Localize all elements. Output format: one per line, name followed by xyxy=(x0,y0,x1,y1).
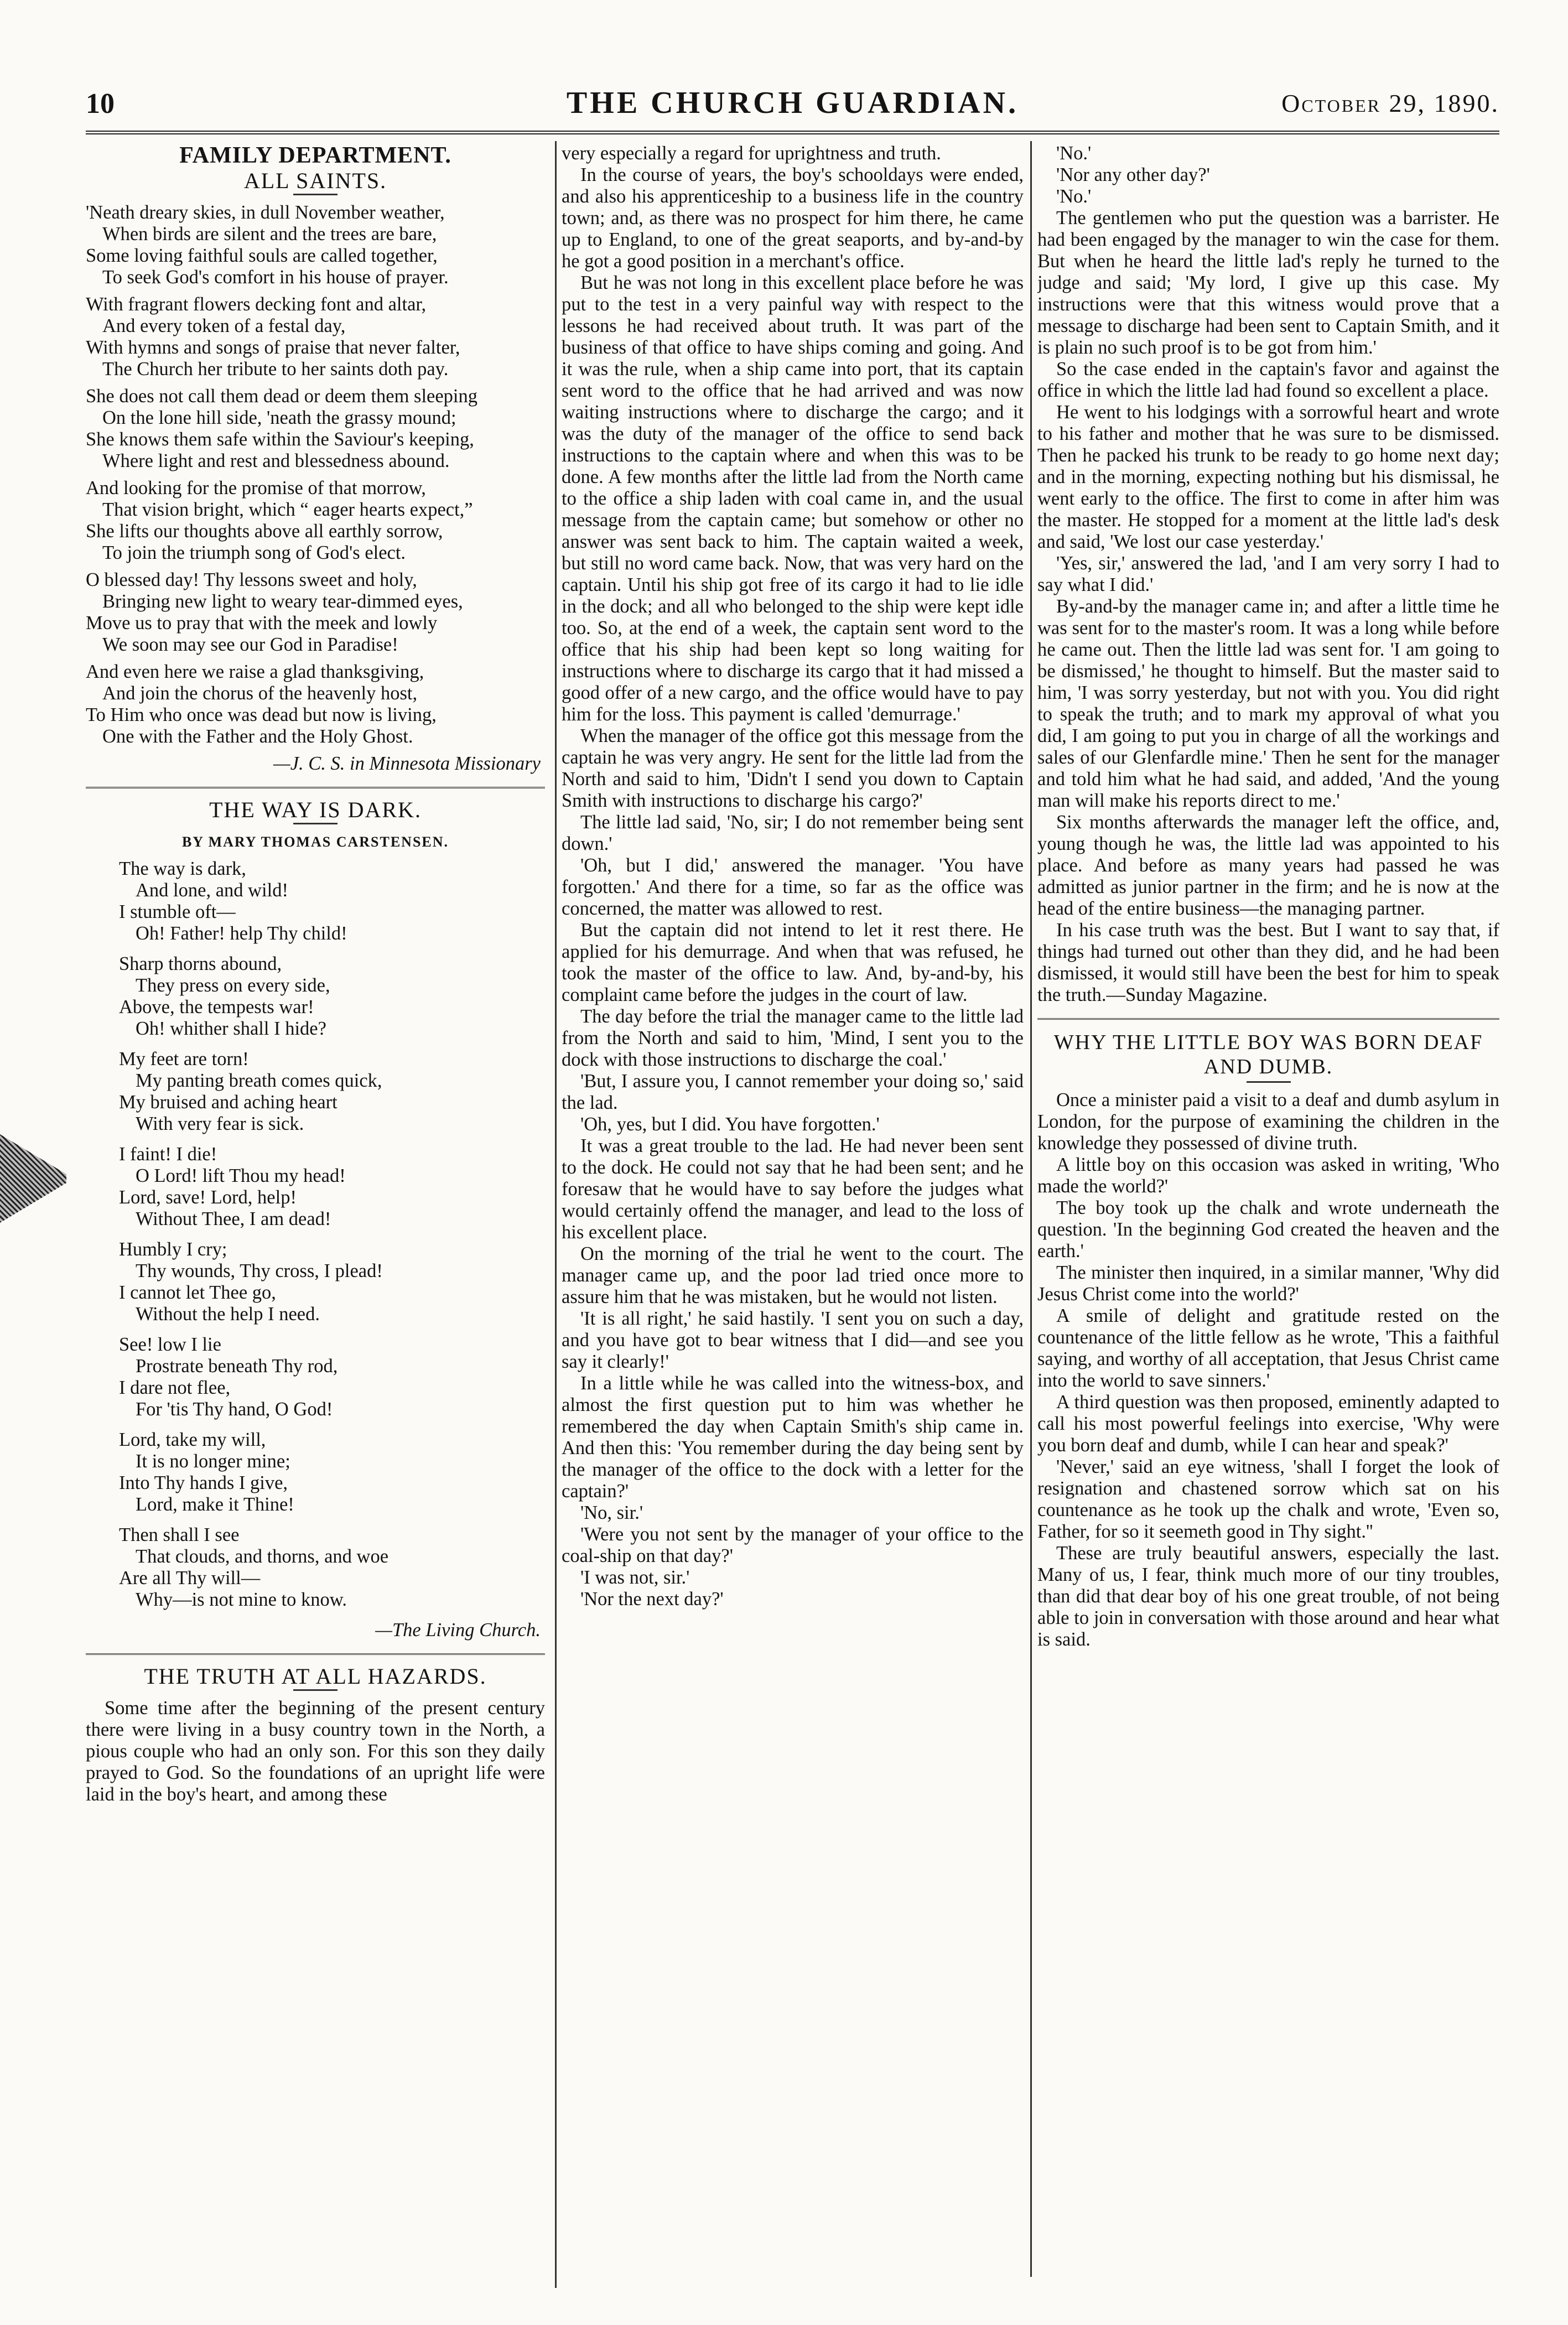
department-heading: FAMILY DEPARTMENT. xyxy=(179,143,451,168)
poem-line: Prostrate beneath Thy rod, xyxy=(136,1356,338,1377)
article-paragraph: So the case ended in the captain's favor and against the office in which the little lad had found so excellent a place. xyxy=(1037,359,1499,401)
page-header xyxy=(86,83,1499,128)
poem-line: She knows them safe within the Saviour's keeping, xyxy=(86,429,474,450)
stanza xyxy=(119,1049,545,1135)
column-2 xyxy=(562,143,1024,2290)
article-paragraph: In a little while he was called into the witness-box, and almost the first question put to him was whether he remembered the day when Captain Smith's ship came in. And then this: 'You remember during the day being sent by the manager of the office to the dock with a letter for the captain?' xyxy=(562,1373,1024,1502)
article-paragraph: The little lad said, 'No, sir; I do not remember being sent down.' xyxy=(562,812,1024,854)
poem-line: And lone, and wild! xyxy=(136,880,288,901)
stanza xyxy=(119,1334,545,1420)
article-title: THE TRUTH AT ALL HAZARDS. xyxy=(144,1664,487,1689)
article-paragraph: 'Were you not sent by the manager of your office to the coal-ship on that day?' xyxy=(562,1524,1024,1566)
column-divider xyxy=(555,141,557,2288)
poem-line: For 'tis Thy hand, O God! xyxy=(136,1399,333,1420)
poem-line: That clouds, and thorns, and woe xyxy=(136,1546,389,1567)
article-paragraph: In his case truth was the best. But I want to say that, if things had turned out other than they did, and he had been dismissed, it would still have been the best for him to speak the truth.—Sunday Magazine. xyxy=(1037,920,1499,1005)
masthead-title: THE CHURCH GUARDIAN. xyxy=(566,86,1019,120)
section-separator xyxy=(1037,1018,1499,1021)
article-paragraph: 'Oh, but I did,' answered the manager. 'You have forgotten.' And there for a time, so far as the office was concerned, the matter was allowed to rest. xyxy=(562,855,1024,919)
poem-all-saints xyxy=(86,202,545,748)
poem-line: With very fear is sick. xyxy=(136,1113,304,1134)
poem-way-is-dark xyxy=(86,858,545,1611)
short-rule xyxy=(293,194,338,195)
article-paragraph: 'Nor any other day?' xyxy=(1056,164,1210,185)
poem-line: To join the triumph song of God's elect. xyxy=(102,542,406,563)
poem-line: O Lord! lift Thou my head! xyxy=(136,1165,346,1186)
poem-line: And every token of a festal day, xyxy=(102,315,346,336)
stanza xyxy=(119,1239,545,1325)
stanza xyxy=(119,1144,545,1230)
poem-line: Thy wounds, Thy cross, I plead! xyxy=(136,1260,383,1281)
short-rule xyxy=(293,823,338,824)
article-paragraph: He went to his lodgings with a sorrowful heart and wrote to his father and mother that he was sure to be dismissed. Then he packed his trunk to be ready to go home next day; and in the morning, expecting nothing but his dismissal, he went early to the office. The first to come in after him was the master. He stopped for a moment at the little lad's desk and said, 'We lost our case yesterday.' xyxy=(1037,402,1499,552)
poem-line: Why—is not mine to know. xyxy=(136,1589,347,1610)
poem-line: And looking for the promise of that morrow, xyxy=(86,478,426,499)
poem-line: Without the help I need. xyxy=(136,1304,320,1325)
poem-line: Some loving faithful souls are called together, xyxy=(86,245,438,266)
article-paragraph: But he was not long in this excellent place before he was put to the test in a very painful way with respect to the lessons he had received about truth. It was part of the business of that office to have ships coming and going. And it was the rule, when a ship came into port, that its captain sent word to the office that he had arrived and was now waiting instructions where to discharge the cargo; and it was the duty of the manager of the office to send back instructions to the captain where and when this was to be done. A few months after the little lad from the North came to the office a ship laden with coal came in, and the usual message from the captain came; but somehow or other no answer was sent back to him. The captain waited a week, but still no word came back. Now, that was very hard on the captain. Until his ship got free of its cargo it had to lie idle in the dock; and all who belonged to the ship were kept idle too. So, at the end of a week, the captain sent word to the office that his ship had been kept so long waiting for instructions where to discharge its cargo that it had missed a good offer of a new cargo, and the office would have to pay him for the loss. This payment is called 'demurrage.' xyxy=(562,272,1024,725)
poem-line: Sharp thorns abound, xyxy=(119,953,282,974)
article-paragraph: When the manager of the office got this message from the captain he was very angry. He sent for the little lad from the North and said to him, 'Didn't I send you down to Captain Smith with instructions to discharge his cargo?' xyxy=(562,725,1024,811)
poem-line: She does not call them dead or deem them sleeping xyxy=(86,386,478,407)
article-paragraph: A third question was then proposed, eminently adapted to call his most powerful feelings into exercise, 'Why were you born deaf and dumb, while I can hear and speak?' xyxy=(1037,1392,1499,1456)
poem-attribution: —The Living Church. xyxy=(375,1620,541,1641)
poem-line: Are all Thy will— xyxy=(119,1568,261,1589)
poem-line: And even here we raise a glad thanksgiving, xyxy=(86,661,424,682)
short-rule xyxy=(293,1689,338,1691)
poem-line: I stumble oft— xyxy=(119,901,236,922)
poem-line: My bruised and aching heart xyxy=(119,1092,338,1113)
poem-line: Oh! whither shall I hide? xyxy=(136,1018,326,1039)
poem-line: It is no longer mine; xyxy=(136,1451,290,1472)
poem-line: Into Thy hands I give, xyxy=(119,1472,288,1493)
poem-line: 'Neath dreary skies, in dull November weather, xyxy=(86,202,445,223)
poem-title: ALL SAINTS. xyxy=(243,168,387,193)
poem-line: Bringing new light to weary tear-dimmed eyes, xyxy=(102,591,463,612)
stanza xyxy=(86,661,545,748)
poem-line: Where light and rest and blessedness abound. xyxy=(102,450,450,471)
section-separator xyxy=(86,787,545,790)
section-separator xyxy=(86,1653,545,1657)
poem-line: Humbly I cry; xyxy=(119,1239,227,1260)
article-paragraph: The day before the trial the manager came to the little lad from the North and said to him, 'Mind, I sent you to the dock with those instructions to discharge the coal.' xyxy=(562,1006,1024,1070)
article-paragraph: A little boy on this occasion was asked in writing, 'Who made the world?' xyxy=(1037,1154,1499,1197)
stanza xyxy=(86,294,545,380)
article-paragraph: On the morning of the trial he went to the court. The manager came up, and the poor lad tried once more to assure him that he was mistaken, but he would not listen. xyxy=(562,1243,1024,1307)
poem-byline: BY MARY THOMAS CARSTENSEN. xyxy=(181,834,449,850)
poem-line: The Church her tribute to her saints doth pay. xyxy=(102,359,449,380)
stanza xyxy=(86,386,545,472)
article-paragraph: 'Never,' said an eye witness, 'shall I forget the look of resignation and chastened sorrow which sat on his countenance as he took up the chalk and wrote, 'Even so, Father, for so it seemeth good in Thy sight.'' xyxy=(1037,1456,1499,1542)
poem-line: They press on every side, xyxy=(136,975,330,996)
poem-line: I cannot let Thee go, xyxy=(119,1282,276,1303)
column-1 xyxy=(86,143,545,2290)
article-paragraph: 'Oh, yes, but I did. You have forgotten.' xyxy=(580,1114,880,1135)
article-paragraph: These are truly beautiful answers, especially the last. Many of us, I fear, think much more of our tiny troubles, than did that dear boy of his one great trouble, of not being able to join in conversation with those around and hear what is said. xyxy=(1037,1543,1499,1650)
poem-line: The way is dark, xyxy=(119,858,246,879)
poem-line: To seek God's comfort in his house of prayer. xyxy=(102,267,449,288)
poem-line: My feet are torn! xyxy=(119,1049,249,1070)
article-paragraph: 'Yes, sir,' answered the lad, 'and I am very sorry I had to say what I did.' xyxy=(1037,553,1499,595)
poem-line: Then shall I see xyxy=(119,1524,240,1545)
poem-line: See! low I lie xyxy=(119,1334,221,1355)
column-divider xyxy=(1030,141,1032,2277)
article-paragraph: The boy took up the chalk and wrote underneath the question. 'In the beginning God created the heaven and the earth.' xyxy=(1037,1197,1499,1262)
article-paragraph: By-and-by the manager came in; and after a little time he was sent for to the master's room. It was a long while before he came out. Then the little lad was sent for. 'I am going to be dismissed,' he thought to himself. But the master said to him, 'I was sorry yesterday, but not with you. You did right to speak the truth; and to mark my approval of what you did, I am going to put you in charge of all the workings and sales of our Glenfardle mine.' Then he sent for the manager and told him what he had said, and added, 'And the young man will make his reports direct to me.' xyxy=(1037,596,1499,811)
poem-line: Above, the tempests war! xyxy=(119,997,314,1018)
poem-line: Without Thee, I am dead! xyxy=(136,1208,331,1229)
stanza xyxy=(119,1524,545,1611)
poem-line: On the lone hill side, 'neath the grassy mound; xyxy=(102,407,456,428)
margin-ink-blot xyxy=(0,1134,66,1223)
article-paragraph: 'No.' xyxy=(1056,186,1092,207)
poem-line: To Him who once was dead but now is living, xyxy=(86,704,437,725)
poem-line: She lifts our thoughts above all earthly sorrow, xyxy=(86,521,443,542)
article-paragraph: The gentlemen who put the question was a barrister. He had been engaged by the manager to win the case for them. But when he heard the little lad's reply he turned to the judge and said; 'My lord, I give up this case. My instructions were that this witness would prove that a message to discharge had been sent to Captain Smith, and it is plain no such proof is to be got from him.' xyxy=(1037,207,1499,358)
stanza xyxy=(119,1429,545,1516)
stanza xyxy=(86,478,545,564)
article-deaf-dumb xyxy=(1037,1089,1499,1651)
article-paragraph: The minister then inquired, in a similar manner, 'Why did Jesus Christ come into the world?' xyxy=(1037,1262,1499,1305)
article-paragraph: 'But, I assure you, I cannot remember your doing so,' said the lad. xyxy=(562,1071,1024,1113)
article-paragraph: Once a minister paid a visit to a deaf and dumb asylum in London, for the purpose of examining the children in the knowledge they possessed of divine truth. xyxy=(1037,1089,1499,1154)
article-paragraph: But the captain did not intend to let it rest there. He applied for his demurrage. And when that was refused, he took the master of the office to law. And, by-and-by, his complaint came before the judges in the court of law. xyxy=(562,920,1024,1005)
article-paragraph: Six months afterwards the manager left the office, and, young though he was, the little lad was appointed to his place. And before as many years had passed he was admitted as junior partner in the firm; and he is now at the head of the entire business—the managing partner. xyxy=(1037,812,1499,919)
header-rule xyxy=(86,131,1499,137)
poem-line: O blessed day! Thy lessons sweet and holy, xyxy=(86,569,417,590)
poem-line: Lord, save! Lord, help! xyxy=(119,1187,297,1208)
stanza xyxy=(119,953,545,1040)
poem-line: That vision bright, which “ eager hearts expect,” xyxy=(102,499,473,520)
poem-title: THE WAY IS DARK. xyxy=(209,797,422,822)
stanza xyxy=(119,858,545,944)
article-paragraph: 'No, sir.' xyxy=(580,1502,643,1523)
article-paragraph: 'Nor the next day?' xyxy=(580,1589,724,1610)
poem-line: One with the Father and the Holy Ghost. xyxy=(102,726,413,747)
column-3 xyxy=(1037,143,1499,2290)
poem-line: Move us to pray that with the meek and lowly xyxy=(86,613,438,634)
article-paragraph: 'I was not, sir.' xyxy=(580,1567,690,1588)
poem-attribution: —J. C. S. in Minnesota Missionary xyxy=(273,753,541,774)
short-rule xyxy=(1247,1081,1291,1083)
article-title: WHY THE LITTLE BOY WAS BORN DEAF AND DUMB. xyxy=(1053,1031,1483,1078)
poem-line: And join the chorus of the heavenly host, xyxy=(102,683,418,704)
issue-date: October 29, 1890. xyxy=(1281,89,1499,117)
article-paragraph: Some time after the beginning of the present century there were living in a busy country town in the North, a pious couple who had an only son. For this son they daily prayed to God. So the foundations of an upright life were laid in the boy's heart, and among these xyxy=(86,1698,545,1805)
page-number: 10 xyxy=(86,88,115,120)
poem-line: With hymns and songs of praise that never falter, xyxy=(86,337,460,358)
article-paragraph: In the course of years, the boy's schooldays were ended, and also his apprenticeship to a business life in the country town; and, as there was no prospect for him there, he came up to England, to one of the great seaports, and by-and-by he got a good position in a merchant's office. xyxy=(562,164,1024,272)
stanza xyxy=(86,569,545,656)
poem-line: Lord, take my will, xyxy=(119,1429,266,1450)
article-continuation xyxy=(1037,143,1499,1006)
article-paragraph: very especially a regard for uprightness and truth. xyxy=(562,143,941,164)
poem-line: With fragrant flowers decking font and altar, xyxy=(86,294,427,315)
article-paragraph: It was a great trouble to the lad. He had never been sent to the dock. He could not say that he had been sent; and he foresaw that he would have to say before the judges what would certainly offend the manager, and lead to the loss of his excellent place. xyxy=(562,1135,1024,1243)
poem-line: I faint! I die! xyxy=(119,1144,217,1165)
article-paragraph: A smile of delight and gratitude rested on the countenance of the little fellow as he wrote, 'This a faithful saying, and worthy of all acceptation, that Jesus Christ came into the world to save sinners.' xyxy=(1037,1305,1499,1391)
poem-line: When birds are silent and the trees are bare, xyxy=(102,224,437,245)
poem-line: My panting breath comes quick, xyxy=(136,1070,382,1091)
article-paragraph: 'It is all right,' he said hastily. 'I sent you on such a day, and you have got to bear witness that I did—and see you say it clearly!' xyxy=(562,1308,1024,1372)
poem-line: I dare not flee, xyxy=(119,1377,231,1398)
poem-line: Oh! Father! help Thy child! xyxy=(136,923,347,944)
stanza xyxy=(86,202,545,288)
poem-line: We soon may see our God in Paradise! xyxy=(102,634,398,655)
article-paragraph: 'No.' xyxy=(1056,143,1092,164)
poem-line: Lord, make it Thine! xyxy=(136,1494,294,1515)
